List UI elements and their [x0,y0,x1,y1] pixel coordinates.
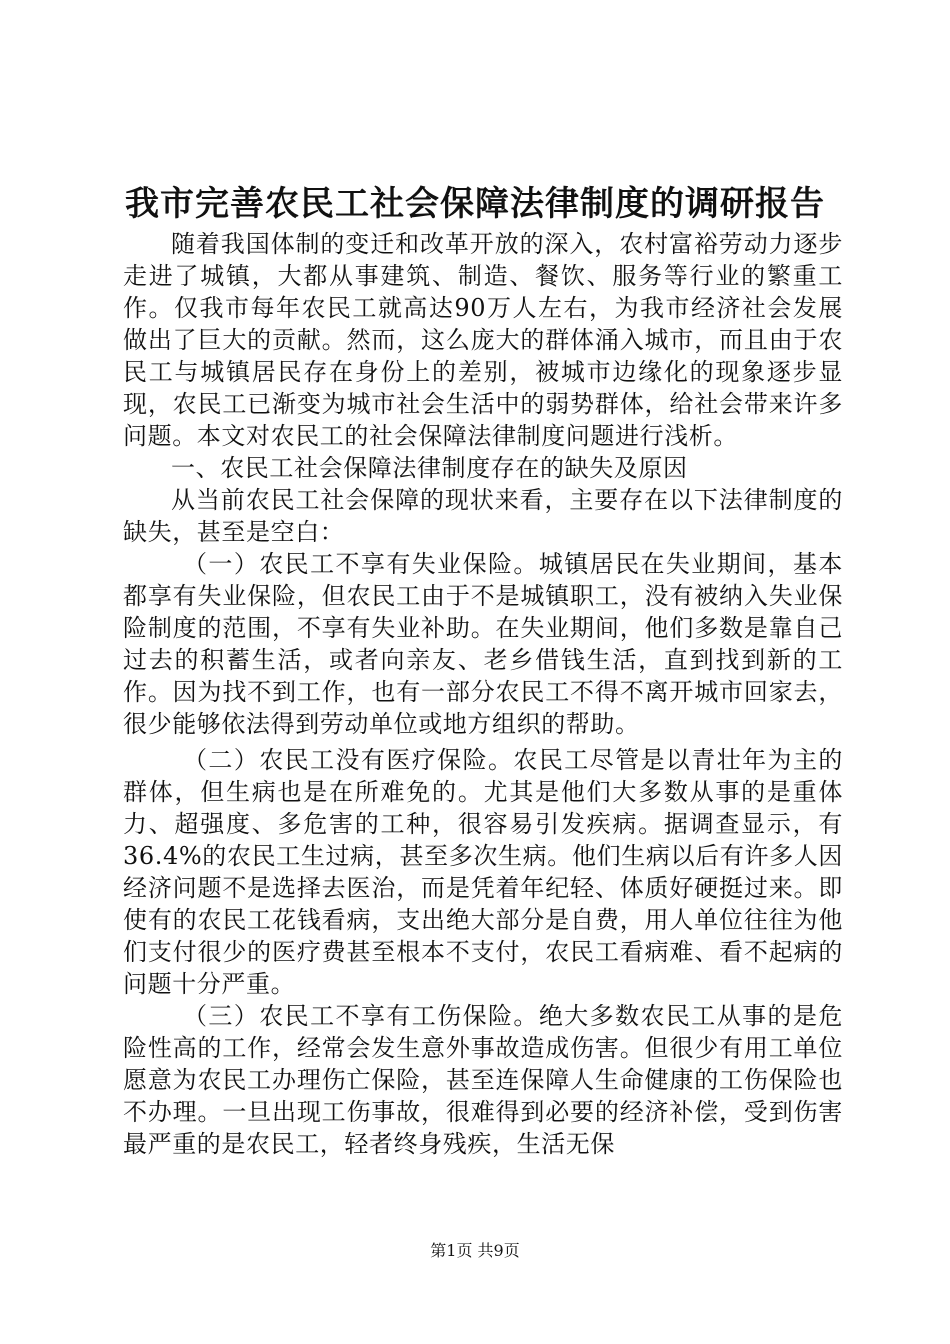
document-body [123,228,843,1160]
paragraph-intro: 随着我国体制的变迁和改革开放的深入，农村富裕劳动力逐步走进了城镇，大都从事建筑、制造、餐饮、服务等行业的繁重工作。仅我市每年农民工就高达90万人左右，为我市经济社会发展做出了巨大的贡献。然而，这么庞大的群体涌入城市，而且由于农民工与城镇居民存在身份上的差别，被城市边缘化的现象逐步显现，农民工已渐变为城市社会生活中的弱势群体，给社会带来许多问题。本文对农民工的社会保障法律制度问题进行浅析。 [123,230,843,450]
page-number: 第1页 共9页 [430,1241,520,1260]
paragraph-overview: 从当前农民工社会保障的现状来看，主要存在以下法律制度的缺失，甚至是空白： [123,486,843,546]
page-title: 我市完善农民工社会保障法律制度的调研报告 [125,184,825,224]
section-heading-1: 一、农民工社会保障法律制度存在的缺失及原因 [171,454,688,482]
paragraph-medical: （二）农民工没有医疗保险。农民工尽管是以青壮年为主的群体，但生病也是在所难免的。尤其是他们大多数从事的是重体力、超强度、多危害的工种，很容易引发疾病。据调查显示，有36.4%的农民工生过病，甚至多次生病。他们生病以后有许多人因经济问题不是选择去医治，而是凭着年纪轻、体质好硬挺过来。即使有的农民工花钱看病，支出绝大部分是自费，用人单位往往为他们支付很少的医疗费甚至根本不支付，农民工看病难、看不起病的问题十分严重。 [123,746,843,998]
paragraph-work-injury: （三）农民工不享有工伤保险。绝大多数农民工从事的是危险性高的工作，经常会发生意外事故造成伤害。但很少有用工单位愿意为农民工办理伤亡保险，甚至连保障人生命健康的工伤保险也不办理。一旦出现工伤事故，很难得到必要的经济补偿，受到伤害最严重的是农民工，轻者终身残疾，生活无保 [123,1002,843,1158]
paragraph-unemployment: （一）农民工不享有失业保险。城镇居民在失业期间，基本都享有失业保险，但农民工由于不是城镇职工，没有被纳入失业保险制度的范围，不享有失业补助。在失业期间，他们多数是靠自己过去的积蓄生活，或者向亲友、老乡借钱生活，直到找到新的工作。因为找不到工作，也有一部分农民工不得不离开城市回家去，很少能够依法得到劳动单位或地方组织的帮助。 [123,550,843,738]
